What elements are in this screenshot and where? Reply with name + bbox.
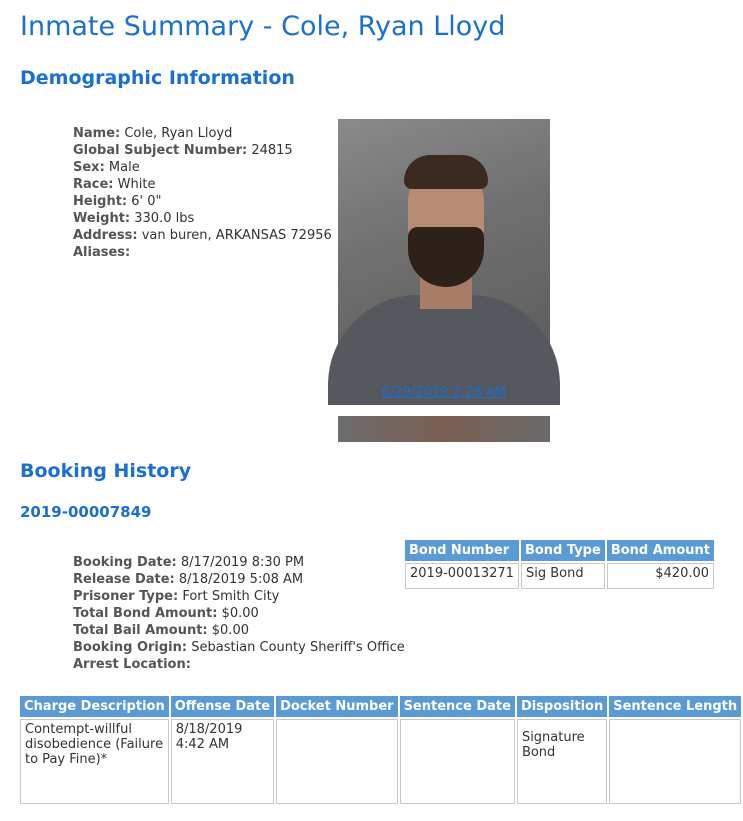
docket-number-cell — [276, 719, 398, 804]
field-global-subject-number — [73, 142, 332, 159]
demographic-section-title: Demographic Information — [20, 67, 295, 89]
field-label: Race: — [73, 177, 114, 192]
field-booking-origin — [73, 639, 405, 656]
field-name — [73, 125, 332, 142]
mugshot-photo-secondary[interactable] — [338, 416, 550, 442]
field-weight — [73, 210, 332, 227]
field-height — [73, 193, 332, 210]
sentence-length-cell — [609, 719, 741, 804]
field-value: Sebastian County Sheriff's Office — [191, 640, 405, 655]
field-label: Aliases: — [73, 245, 131, 260]
field-label: Height: — [73, 194, 128, 209]
field-value: $0.00 — [211, 623, 249, 638]
booking-fields — [73, 554, 405, 673]
charge-table-header-row — [20, 696, 741, 717]
field-label: Total Bail Amount: — [73, 623, 208, 638]
field-value: Cole, Ryan Lloyd — [124, 126, 233, 141]
bond-number-header: Bond Number — [405, 540, 519, 561]
field-label: Booking Origin: — [73, 640, 188, 655]
table-row — [20, 719, 741, 804]
field-value: van buren, ARKANSAS 72956 — [141, 228, 332, 243]
field-value: 8/18/2019 5:08 AM — [178, 572, 304, 587]
disposition-cell: Signature Bond — [517, 719, 607, 804]
offense-date-header: Offense Date — [171, 696, 274, 717]
photo-hair — [404, 155, 488, 189]
field-value: White — [117, 177, 156, 192]
field-value: 330.0 lbs — [134, 211, 195, 226]
bond-amount-cell: $420.00 — [607, 563, 714, 589]
field-value: Fort Smith City — [182, 589, 280, 604]
sentence-date-header: Sentence Date — [400, 696, 515, 717]
field-value: $0.00 — [221, 606, 259, 621]
field-release-date — [73, 571, 405, 588]
field-label: Total Bond Amount: — [73, 606, 218, 621]
booking-number-link[interactable]: 2019-00007849 — [20, 503, 152, 521]
field-label: Release Date: — [73, 572, 175, 587]
field-value: 8/17/2019 8:30 PM — [180, 555, 305, 570]
charge-description-cell: Contempt-willful disobedience (Failure to Pay Fine)* — [20, 719, 169, 804]
docket-number-header: Docket Number — [276, 696, 398, 717]
bond-type-header: Bond Type — [521, 540, 605, 561]
sentence-date-cell — [400, 719, 515, 804]
bond-number-cell: 2019-00013271 — [405, 563, 519, 589]
field-label: Arrest Location: — [73, 657, 191, 672]
field-value: 6' 0" — [131, 194, 162, 209]
field-label: Name: — [73, 126, 121, 141]
page-title: Inmate Summary - Cole, Ryan Lloyd — [20, 11, 506, 42]
field-booking-date — [73, 554, 405, 571]
field-total-bail-amount — [73, 622, 405, 639]
sentence-length-header: Sentence Length — [609, 696, 741, 717]
field-value: Male — [108, 160, 140, 175]
field-label: Prisoner Type: — [73, 589, 179, 604]
field-total-bond-amount — [73, 605, 405, 622]
field-race — [73, 176, 332, 193]
field-aliases — [73, 244, 332, 261]
field-label: Weight: — [73, 211, 131, 226]
bond-amount-header: Bond Amount — [607, 540, 714, 561]
bond-type-cell: Sig Bond — [521, 563, 605, 589]
field-address — [73, 227, 332, 244]
disposition-header: Disposition — [517, 696, 607, 717]
mugshot-photo[interactable] — [338, 119, 550, 384]
field-arrest-location — [73, 656, 405, 673]
booking-history-section-title: Booking History — [20, 460, 192, 482]
bond-table-header-row — [405, 540, 714, 561]
charge-table — [18, 694, 743, 806]
table-row — [405, 563, 714, 589]
field-value: 24815 — [251, 143, 293, 158]
field-prisoner-type — [73, 588, 405, 605]
field-sex — [73, 159, 332, 176]
field-label: Address: — [73, 228, 138, 243]
demographic-fields — [73, 125, 332, 261]
field-label: Booking Date: — [73, 555, 177, 570]
photo-date-link[interactable]: 6/29/2019 2:28 AM — [381, 385, 507, 400]
bond-table — [403, 538, 716, 591]
charge-description-header: Charge Description — [20, 696, 169, 717]
field-label: Sex: — [73, 160, 105, 175]
offense-date-cell: 8/18/2019 4:42 AM — [171, 719, 274, 804]
field-label: Global Subject Number: — [73, 143, 248, 158]
